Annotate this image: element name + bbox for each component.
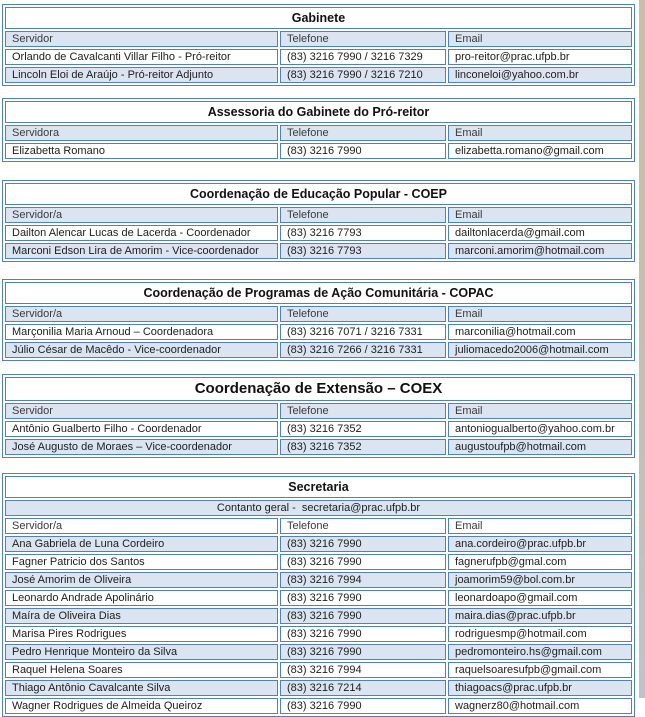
- telefone-cell: (83) 3216 7990 / 3216 7329: [280, 49, 446, 65]
- email-cell: marconi.amorim@hotmail.com: [448, 243, 632, 259]
- table-row: [5, 536, 632, 552]
- servidor-cell: Marçonilia Maria Arnoud – Coordenadora: [5, 324, 278, 340]
- servidor-cell: Lincoln Eloi de Araújo - Pró-reitor Adjunto: [5, 67, 278, 83]
- servidor-cell: Elizabetta Romano: [5, 143, 278, 159]
- email-cell: rodriguesmp@hotmail.com: [448, 626, 632, 642]
- servidor-cell: Maíra de Oliveira Dias: [5, 608, 278, 624]
- servidor-cell: Marconi Edson Lira de Amorim - Vice-coordenador: [5, 243, 278, 259]
- column-header-telefone: Telefone: [280, 207, 446, 223]
- telefone-cell: (83) 3216 7214: [280, 680, 446, 696]
- servidor-cell: Wagner Rodrigues de Almeida Queiroz: [5, 698, 278, 714]
- table-row: [5, 49, 632, 65]
- servidor-cell: Ana Gabriela de Luna Cordeiro: [5, 536, 278, 552]
- table-row: [5, 554, 632, 570]
- telefone-cell: (83) 3216 7990: [280, 554, 446, 570]
- column-header-telefone: Telefone: [280, 125, 446, 141]
- column-header-telefone: Telefone: [280, 403, 446, 419]
- telefone-cell: (83) 3216 7990: [280, 698, 446, 714]
- email-cell: marconilia@hotmail.com: [448, 324, 632, 340]
- telefone-cell: (83) 3216 7990: [280, 536, 446, 552]
- section-title: Coordenação de Educação Popular - COEP: [5, 183, 632, 205]
- section-table-gabinete: [2, 4, 635, 86]
- column-header-row: [5, 31, 632, 47]
- servidor-cell: Thiago Antônio Cavalcante Silva: [5, 680, 278, 696]
- table-row: [5, 439, 632, 455]
- telefone-cell: (83) 3216 7990: [280, 608, 446, 624]
- telefone-cell: (83) 3216 7994: [280, 572, 446, 588]
- servidor-cell: Dailton Alencar Lucas de Lacerda - Coordenador: [5, 225, 278, 241]
- telefone-cell: (83) 3216 7352: [280, 439, 446, 455]
- servidor-cell: José Augusto de Moraes – Vice-coordenador: [5, 439, 278, 455]
- email-cell: augustoufpb@hotmail.com: [448, 439, 632, 455]
- servidor-cell: Raquel Helena Soares: [5, 662, 278, 678]
- table-row: [5, 680, 632, 696]
- table-row: [5, 243, 632, 259]
- column-header-email: Email: [448, 306, 632, 322]
- section-title-row: [5, 183, 632, 205]
- telefone-cell: (83) 3216 7990: [280, 644, 446, 660]
- telefone-cell: (83) 3216 7990: [280, 143, 446, 159]
- table-row: [5, 572, 632, 588]
- table-row: [5, 421, 632, 437]
- telefone-cell: (83) 3216 7071 / 3216 7331: [280, 324, 446, 340]
- column-header-servidor: Servidor/a: [5, 207, 278, 223]
- email-cell: elizabetta.romano@gmail.com: [448, 143, 632, 159]
- email-cell: joamorim59@bol.com.br: [448, 572, 632, 588]
- telefone-cell: (83) 3216 7793: [280, 225, 446, 241]
- section-subtitle: Contanto geral - secretaria@prac.ufpb.br: [5, 500, 632, 516]
- servidor-cell: Pedro Henrique Monteiro da Silva: [5, 644, 278, 660]
- column-header-servidor: Servidor/a: [5, 518, 278, 534]
- table-row: [5, 590, 632, 606]
- column-header-row: [5, 207, 632, 223]
- email-cell: antoniogualberto@yahoo.com.br: [448, 421, 632, 437]
- telefone-cell: (83) 3216 7266 / 3216 7331: [280, 342, 446, 358]
- telefone-cell: (83) 3216 7994: [280, 662, 446, 678]
- email-cell: dailtonlacerda@gmail.com: [448, 225, 632, 241]
- section-table-secretaria: [2, 473, 635, 717]
- section-title: Secretaria: [5, 476, 632, 498]
- section-title: Coordenação de Extensão – COEX: [5, 377, 632, 401]
- table-row: [5, 342, 632, 358]
- email-cell: raquelsoaresufpb@gmail.com: [448, 662, 632, 678]
- table-row: [5, 225, 632, 241]
- servidor-cell: Antônio Gualberto Filho - Coordenador: [5, 421, 278, 437]
- column-header-email: Email: [448, 125, 632, 141]
- servidor-cell: Leonardo Andrade Apolinário: [5, 590, 278, 606]
- page-edge-strip: [639, 0, 645, 698]
- section-title-row: [5, 101, 632, 123]
- table-row: [5, 67, 632, 83]
- section-title-row: [5, 282, 632, 304]
- table-row: [5, 143, 632, 159]
- table-row: [5, 662, 632, 678]
- column-header-row: [5, 518, 632, 534]
- email-cell: juliomacedo2006@hotmail.com: [448, 342, 632, 358]
- section-title: Gabinete: [5, 7, 632, 29]
- column-header-row: [5, 306, 632, 322]
- email-cell: linconeloi@yahoo.com.br: [448, 67, 632, 83]
- section-subtitle-row: [5, 500, 632, 516]
- servidor-cell: José Amorim de Oliveira: [5, 572, 278, 588]
- email-cell: thiagoacs@prac.ufpb.br: [448, 680, 632, 696]
- column-header-telefone: Telefone: [280, 518, 446, 534]
- email-cell: pedromonteiro.hs@gmail.com: [448, 644, 632, 660]
- column-header-servidor: Servidora: [5, 125, 278, 141]
- servidor-cell: Marisa Pires Rodrigues: [5, 626, 278, 642]
- column-header-email: Email: [448, 518, 632, 534]
- sections-container: [2, 4, 633, 717]
- column-header-row: [5, 403, 632, 419]
- column-header-servidor: Servidor: [5, 31, 278, 47]
- email-cell: maira.dias@prac.ufpb.br: [448, 608, 632, 624]
- servidor-cell: Júlio César de Macêdo - Vice-coordenador: [5, 342, 278, 358]
- telefone-cell: (83) 3216 7990: [280, 626, 446, 642]
- section-table-copac: [2, 279, 635, 361]
- servidor-cell: Orlando de Cavalcanti Villar Filho - Pró-reitor: [5, 49, 278, 65]
- column-header-servidor: Servidor: [5, 403, 278, 419]
- email-cell: ana.cordeiro@prac.ufpb.br: [448, 536, 632, 552]
- servidor-cell: Fagner Patricio dos Santos: [5, 554, 278, 570]
- column-header-email: Email: [448, 31, 632, 47]
- column-header-telefone: Telefone: [280, 306, 446, 322]
- table-row: [5, 698, 632, 714]
- email-cell: wagnerz80@hotmail.com: [448, 698, 632, 714]
- email-cell: pro-reitor@prac.ufpb.br: [448, 49, 632, 65]
- column-header-telefone: Telefone: [280, 31, 446, 47]
- section-title: Coordenação de Programas de Ação Comunitária - COPAC: [5, 282, 632, 304]
- section-title-row: [5, 476, 632, 498]
- column-header-email: Email: [448, 207, 632, 223]
- table-row: [5, 608, 632, 624]
- email-cell: fagnerufpb@gmal.com: [448, 554, 632, 570]
- telefone-cell: (83) 3216 7990 / 3216 7210: [280, 67, 446, 83]
- section-title-row: [5, 7, 632, 29]
- column-header-servidor: Servidor/a: [5, 306, 278, 322]
- table-row: [5, 626, 632, 642]
- section-title: Assessoria do Gabinete do Pró-reitor: [5, 101, 632, 123]
- telefone-cell: (83) 3216 7793: [280, 243, 446, 259]
- section-table-coex: [2, 374, 635, 458]
- section-title-row: [5, 377, 632, 401]
- section-table-coep: [2, 180, 635, 262]
- table-row: [5, 324, 632, 340]
- column-header-email: Email: [448, 403, 632, 419]
- email-cell: leonardoapo@gmail.com: [448, 590, 632, 606]
- telefone-cell: (83) 3216 7990: [280, 590, 446, 606]
- section-table-assessoria-gabinete: [2, 98, 635, 162]
- column-header-row: [5, 125, 632, 141]
- table-row: [5, 644, 632, 660]
- telefone-cell: (83) 3216 7352: [280, 421, 446, 437]
